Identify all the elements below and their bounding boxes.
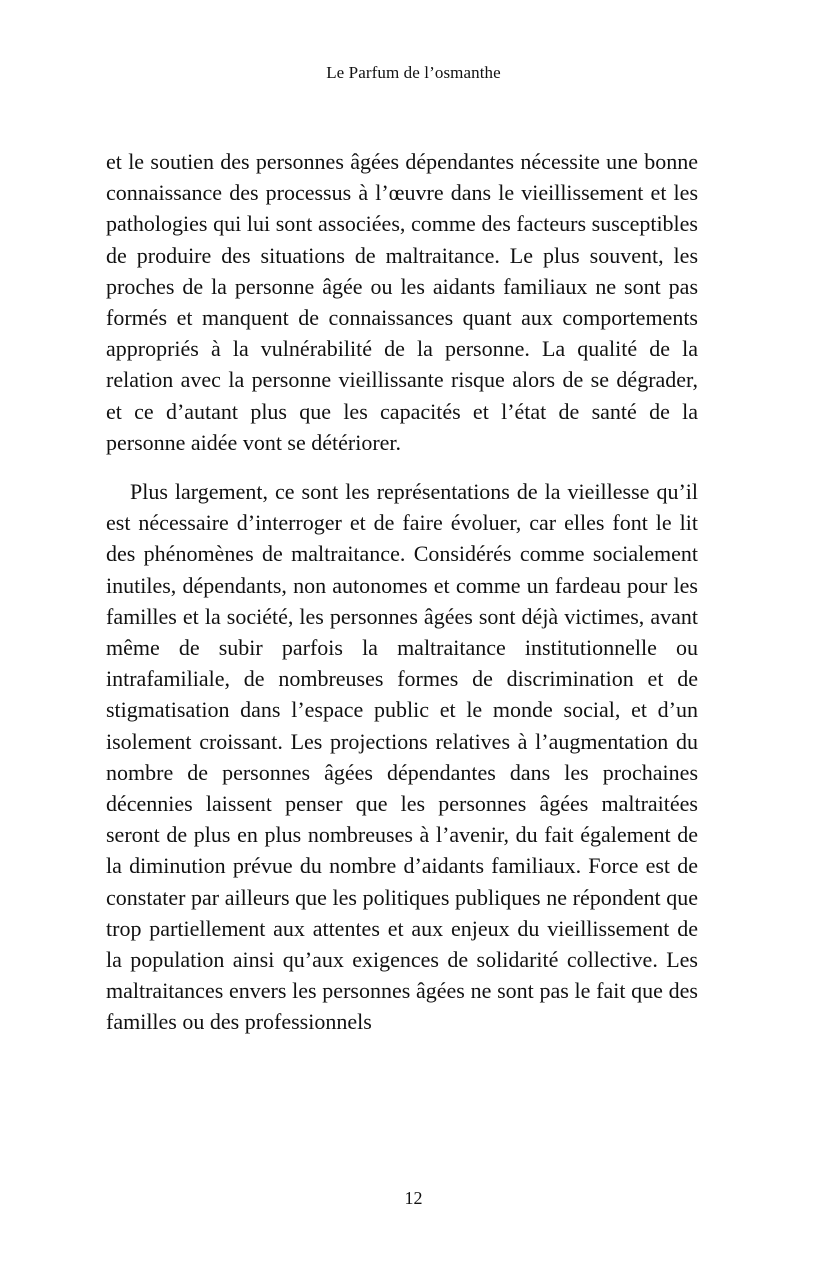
page-body: [106, 146, 698, 1038]
body-paragraph-1: et le soutien des personnes âgées dépendantes nécessite une bonne connaissance des processus à l’œuvre dans le vieillissement et les pathologies qui lui sont associées, comme des facteurs susceptibles de produire des situations de maltraitance. Le plus souvent, les proches de la personne âgée ou les aidants familiaux ne sont pas formés et manquent de connaissances quant aux comportements appropriés à la vulnérabilité de la personne. La qualité de la relation avec la personne vieillissante risque alors de se dégrader, et ce d’autant plus que les capacités et l’état de santé de la personne aidée vont se détériorer.: [106, 149, 698, 455]
running-header-title: Le Parfum de l’osmanthe: [326, 63, 501, 82]
body-paragraph-2: Plus largement, ce sont les représentations de la vieillesse qu’il est nécessaire d’interroger et de faire évoluer, car elles font le lit des phénomènes de maltraitance. Considérés comme socialement inutiles, dépendants, non autonomes et comme un fardeau pour les familles et la société, les personnes âgées sont déjà victimes, avant même de subir parfois la maltraitance institutionnelle ou intrafamiliale, de nombreuses formes de discrimination et de stigmatisation dans l’espace public et le monde social, et d’un isolement croissant. Les projections relatives à l’augmentation du nombre de personnes âgées dépendantes dans les prochaines décennies laissent penser que les personnes âgées maltraitées seront de plus en plus nombreuses à l’avenir, du fait également de la diminution prévue du nombre d’aidants familiaux. Force est de constater par ailleurs que les politiques publiques ne répondent que trop partiellement aux attentes et aux enjeux du vieillissement de la population ainsi qu’aux exigences de solidarité collective. Les maltraitances envers les personnes âgées ne sont pas le fait que des familles ou des professionnels: [106, 479, 698, 1035]
page-number: 12: [404, 1188, 423, 1208]
